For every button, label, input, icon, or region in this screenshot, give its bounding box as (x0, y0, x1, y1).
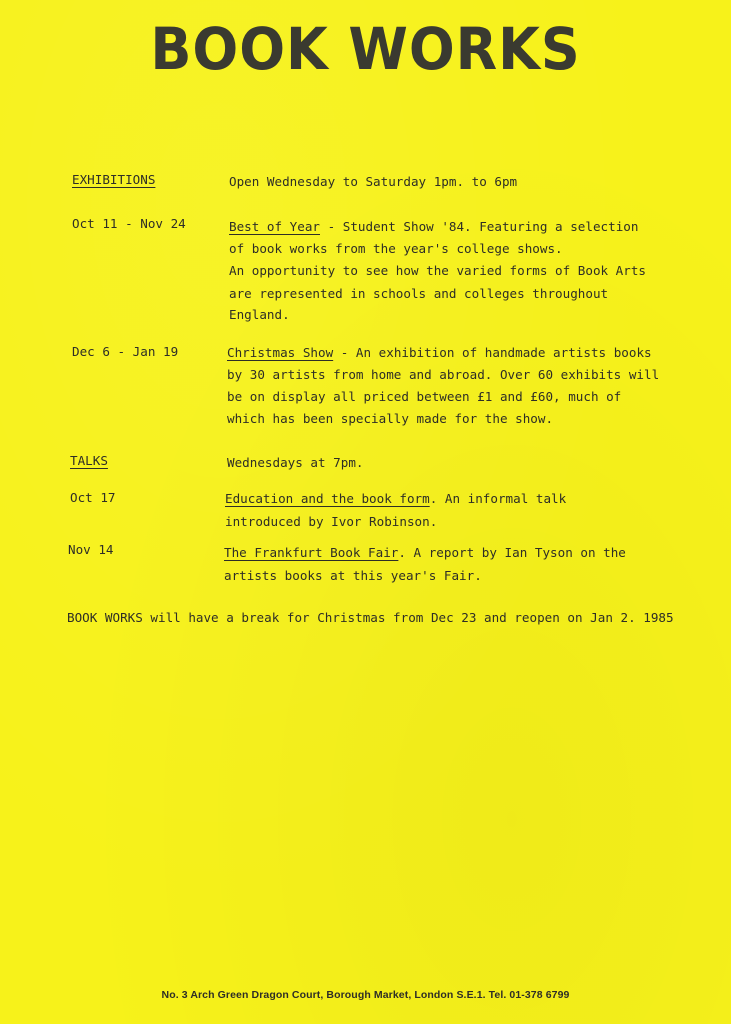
footer-address: No. 3 Arch Green Dragon Court, Borough Market, London S.E.1. Tel. 01-378 6799 (161, 989, 570, 1001)
talk-2-desc-1: . A report by Ian Tyson on the (398, 545, 626, 560)
exhibitions-heading: EXHIBITIONS (72, 172, 156, 187)
exhibition-1-dates: Oct 11 - Nov 24 (72, 216, 186, 231)
exhibition-2-desc-1: - An exhibition of handmade artists books (333, 345, 652, 360)
exhibition-1-desc-5: England. (229, 307, 290, 322)
talk-1-desc-2: introduced by Ivor Robinson. (225, 514, 438, 529)
talks-heading: TALKS (70, 453, 108, 468)
talk-1-desc-1: . An informal talk (429, 491, 567, 506)
talk-2-line-1 (224, 545, 626, 561)
exhibition-1-desc-3: An opportunity to see how the varied forms of Book Arts (229, 263, 647, 278)
talk-2-date: Nov 14 (68, 542, 114, 557)
talks-schedule: Wednesdays at 7pm. (227, 455, 364, 470)
exhibition-2-desc-2: by 30 artists from home and abroad. Over 60 exhibits will (227, 367, 660, 382)
exhibition-1-desc-2: of book works from the year's college shows. (229, 241, 563, 256)
exhibition-1-desc-1: - Student Show '84. Featuring a selection (320, 219, 639, 234)
christmas-break-notice: BOOK WORKS will have a break for Christmas from Dec 23 and reopen on Jan 2. 1985 (67, 610, 674, 625)
talk-1-title: Education and the book form (225, 491, 430, 506)
exhibition-1-desc-4: are represented in schools and colleges throughout (229, 286, 609, 301)
exhibition-2-desc-4: which has been specially made for the show. (227, 411, 554, 426)
exhibition-2-line-1 (227, 345, 652, 361)
exhibition-2-dates: Dec 6 - Jan 19 (72, 344, 179, 359)
exhibition-1-line-1 (229, 219, 638, 235)
exhibition-2-title: Christmas Show (227, 345, 334, 360)
masthead-title: BOOK WORKS (150, 15, 581, 83)
exhibitions-hours: Open Wednesday to Saturday 1pm. to 6pm (229, 174, 518, 189)
talk-1-date: Oct 17 (70, 490, 116, 505)
exhibition-1-title: Best of Year (229, 219, 320, 234)
talk-2-desc-2: artists books at this year's Fair. (224, 568, 482, 583)
talk-2-title: The Frankfurt Book Fair (224, 545, 399, 560)
talk-1-line-1 (225, 491, 566, 507)
exhibition-2-desc-3: be on display all priced between £1 and £60, much of (227, 389, 622, 404)
